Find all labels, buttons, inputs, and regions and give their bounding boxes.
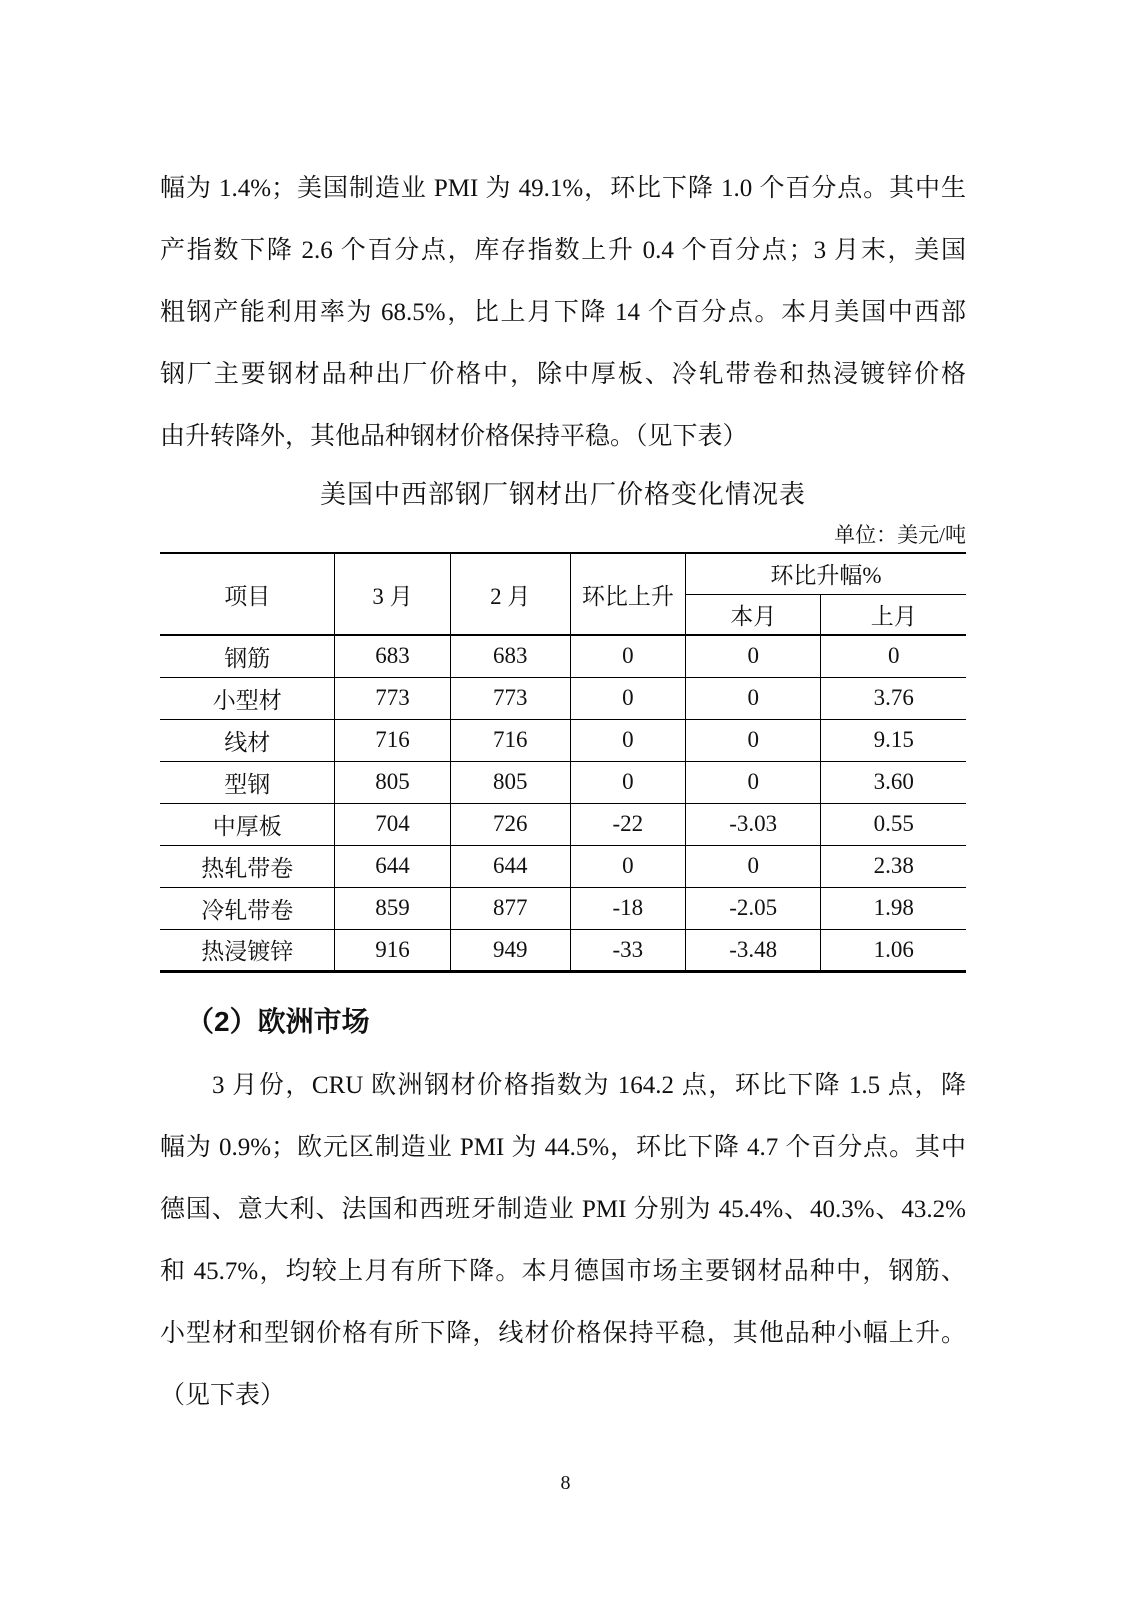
cell-item: 小型材	[160, 677, 335, 719]
paragraph-line: （见下表）	[160, 1381, 286, 1409]
cell-change: 0	[570, 719, 685, 761]
cell-pct-last-month: 3.60	[821, 761, 966, 803]
cell-pct-last-month: 2.38	[821, 845, 966, 887]
cell-february: 877	[450, 887, 570, 929]
paragraph-line: 和 45.7%，均较上月有所下降。本月德国市场主要钢材品种中，钢筋、	[160, 1257, 966, 1285]
col-header-last-month: 上月	[821, 594, 966, 635]
section-heading-europe-market: （2）欧洲市场	[186, 1005, 370, 1037]
cell-change: 0	[570, 761, 685, 803]
paragraph-line: 幅为 1.4%；美国制造业 PMI 为 49.1%，环比下降 1.0 个百分点。其中生	[160, 175, 966, 202]
col-header-mom-pct-group: 环比升幅%	[685, 553, 966, 594]
cell-pct-this-month: 0	[685, 761, 820, 803]
cell-change: 0	[570, 845, 685, 887]
cell-march: 859	[335, 887, 450, 929]
cell-february: 716	[450, 719, 570, 761]
cell-march: 716	[335, 719, 450, 761]
cell-change: -33	[570, 929, 685, 971]
table-row	[160, 929, 966, 971]
cell-march: 644	[335, 845, 450, 887]
cell-pct-this-month: 0	[685, 635, 820, 677]
cell-february: 726	[450, 803, 570, 845]
table-title: 美国中西部钢厂钢材出厂价格变化情况表	[319, 480, 806, 509]
paragraph-line: 幅为 0.9%；欧元区制造业 PMI 为 44.5%，环比下降 4.7 个百分点。其中	[160, 1133, 966, 1161]
paragraph-line: 小型材和型钢价格有所下降，线材价格保持平稳，其他品种小幅上升。	[160, 1319, 966, 1347]
page-content	[160, 158, 966, 1427]
page-number: 8	[560, 1472, 571, 1494]
table-row	[160, 635, 966, 677]
cell-change: -18	[570, 887, 685, 929]
cell-item: 热轧带卷	[160, 845, 335, 887]
us-steel-price-table	[160, 552, 966, 973]
cell-item: 中厚板	[160, 803, 335, 845]
cell-march: 773	[335, 677, 450, 719]
col-header-item: 项目	[160, 553, 335, 635]
cell-pct-this-month: 0	[685, 719, 820, 761]
cell-march: 805	[335, 761, 450, 803]
paragraph-line: 钢厂主要钢材品种出厂价格中，除中厚板、冷轧带卷和热浸镀锌价格	[160, 361, 966, 388]
cell-item: 冷轧带卷	[160, 887, 335, 929]
cell-march: 683	[335, 635, 450, 677]
cell-pct-this-month: -3.03	[685, 803, 820, 845]
cell-pct-last-month: 3.76	[821, 677, 966, 719]
col-header-this-month: 本月	[685, 594, 820, 635]
cell-pct-last-month: 1.06	[821, 929, 966, 971]
col-header-mom-change: 环比上升	[570, 553, 685, 635]
cell-february: 644	[450, 845, 570, 887]
cell-pct-this-month: 0	[685, 845, 820, 887]
paragraph-line: 德国、意大利、法国和西班牙制造业 PMI 分别为 45.4%、40.3%、43.2%	[160, 1195, 966, 1223]
cell-pct-last-month: 0.55	[821, 803, 966, 845]
cell-item: 线材	[160, 719, 335, 761]
eu-market-paragraph	[160, 1055, 966, 1427]
col-header-february: 2 月	[450, 553, 570, 635]
cell-pct-this-month: 0	[685, 677, 820, 719]
paragraph-line: 由升转降外，其他品种钢材价格保持平稳。（见下表）	[160, 423, 748, 450]
cell-pct-last-month: 1.98	[821, 887, 966, 929]
table-row	[160, 803, 966, 845]
table-header-row	[160, 553, 966, 594]
table-row	[160, 719, 966, 761]
cell-item: 热浸镀锌	[160, 929, 335, 971]
paragraph-line: 产指数下降 2.6 个百分点，库存指数上升 0.4 个百分点；3 月末，美国	[160, 237, 966, 264]
col-header-march: 3 月	[335, 553, 450, 635]
paragraph-line: 3 月份，CRU 欧洲钢材价格指数为 164.2 点，环比下降 1.5 点，降	[212, 1071, 966, 1099]
us-market-paragraph	[160, 158, 966, 468]
cell-march: 704	[335, 803, 450, 845]
cell-pct-last-month: 9.15	[821, 719, 966, 761]
cell-change: 0	[570, 677, 685, 719]
table-unit-label: 单位：美元/吨	[834, 523, 966, 547]
cell-change: 0	[570, 635, 685, 677]
cell-pct-this-month: -3.48	[685, 929, 820, 971]
table-row	[160, 761, 966, 803]
cell-february: 773	[450, 677, 570, 719]
cell-february: 683	[450, 635, 570, 677]
cell-february: 949	[450, 929, 570, 971]
cell-pct-last-month: 0	[821, 635, 966, 677]
cell-march: 916	[335, 929, 450, 971]
table-row	[160, 677, 966, 719]
cell-change: -22	[570, 803, 685, 845]
cell-pct-this-month: -2.05	[685, 887, 820, 929]
paragraph-line: 粗钢产能利用率为 68.5%，比上月下降 14 个百分点。本月美国中西部	[160, 299, 966, 326]
table-row	[160, 845, 966, 887]
cell-item: 型钢	[160, 761, 335, 803]
cell-february: 805	[450, 761, 570, 803]
cell-item: 钢筋	[160, 635, 335, 677]
table-row	[160, 887, 966, 929]
